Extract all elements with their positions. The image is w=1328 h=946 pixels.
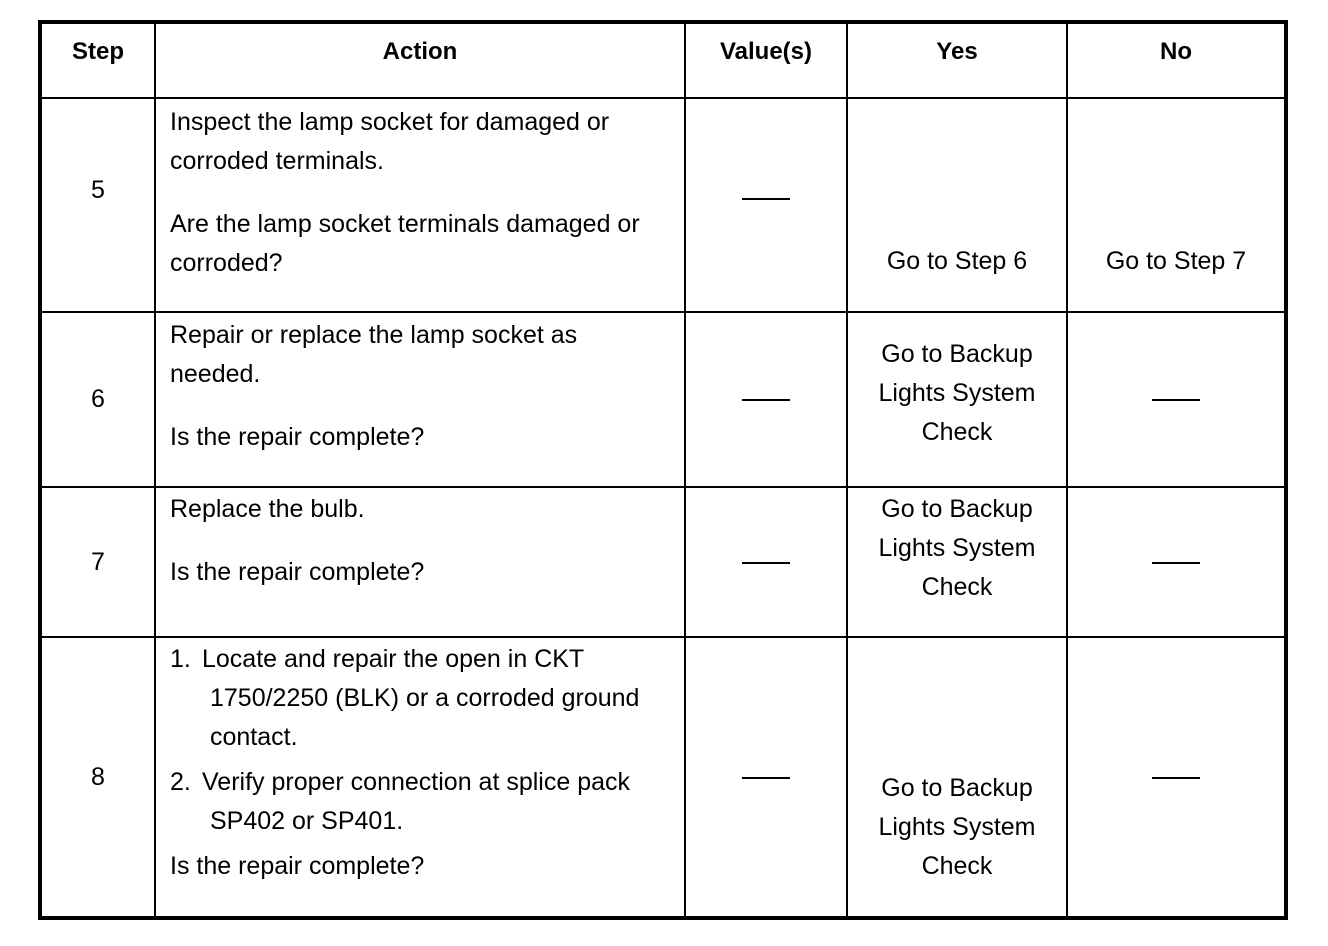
value-dash: [742, 198, 790, 200]
table-row: [42, 312, 1284, 487]
value-cell: [685, 98, 847, 312]
list-item-number: 1.: [170, 645, 191, 673]
header-step: Step: [42, 24, 155, 98]
action-cell: [155, 98, 685, 312]
list-item-text: Locate and repair the open in CKT 1750/2250 (BLK) or a corroded ground contact.: [202, 645, 640, 751]
table-row: [42, 487, 1284, 637]
step-number: 7: [42, 487, 155, 637]
value-cell: [685, 487, 847, 637]
action-question: Are the lamp socket terminals damaged or corroded?: [170, 210, 640, 277]
action-question: Is the repair complete?: [170, 558, 425, 586]
yes-cell: Go to Backup Lights System Check: [847, 312, 1067, 487]
diagnostic-table: [38, 20, 1288, 920]
action-cell: [155, 312, 685, 487]
diagnostic-steps-table: [42, 24, 1284, 916]
action-text: Replace the bulb.: [170, 495, 365, 523]
header-action: Action: [155, 24, 685, 98]
header-yes: Yes: [847, 24, 1067, 98]
step-number: 6: [42, 312, 155, 487]
header-no: No: [1067, 24, 1284, 98]
action-cell: [155, 637, 685, 916]
no-cell: [1067, 487, 1284, 637]
action-text: Repair or replace the lamp socket as needed.: [170, 321, 578, 388]
header-values: Value(s): [685, 24, 847, 98]
step-number: 5: [42, 98, 155, 312]
list-item-text: Verify proper connection at splice pack SP402 or SP401.: [202, 768, 631, 835]
list-item: [170, 640, 674, 757]
yes-cell: Go to Backup Lights System Check: [847, 637, 1067, 916]
action-question: Is the repair complete?: [170, 423, 425, 451]
value-dash: [742, 562, 790, 564]
no-dash: [1152, 399, 1200, 401]
no-dash: [1152, 562, 1200, 564]
list-item: [170, 763, 674, 841]
no-cell: Go to Step 7: [1067, 98, 1284, 312]
table-row: [42, 637, 1284, 916]
table-header-row: [42, 24, 1284, 98]
no-cell: [1067, 637, 1284, 916]
value-dash: [742, 777, 790, 779]
value-dash: [742, 399, 790, 401]
action-cell: [155, 487, 685, 637]
value-cell: [685, 637, 847, 916]
no-cell: [1067, 312, 1284, 487]
value-cell: [685, 312, 847, 487]
list-item-number: 2.: [170, 768, 191, 796]
step-number: 8: [42, 637, 155, 916]
action-text: Inspect the lamp socket for damaged or corroded terminals.: [170, 108, 610, 175]
yes-cell: Go to Backup Lights System Check: [847, 487, 1067, 637]
table-row: [42, 98, 1284, 312]
no-dash: [1152, 777, 1200, 779]
yes-cell: Go to Step 6: [847, 98, 1067, 312]
action-steps-list: [170, 640, 674, 841]
action-question: Is the repair complete?: [170, 852, 425, 880]
